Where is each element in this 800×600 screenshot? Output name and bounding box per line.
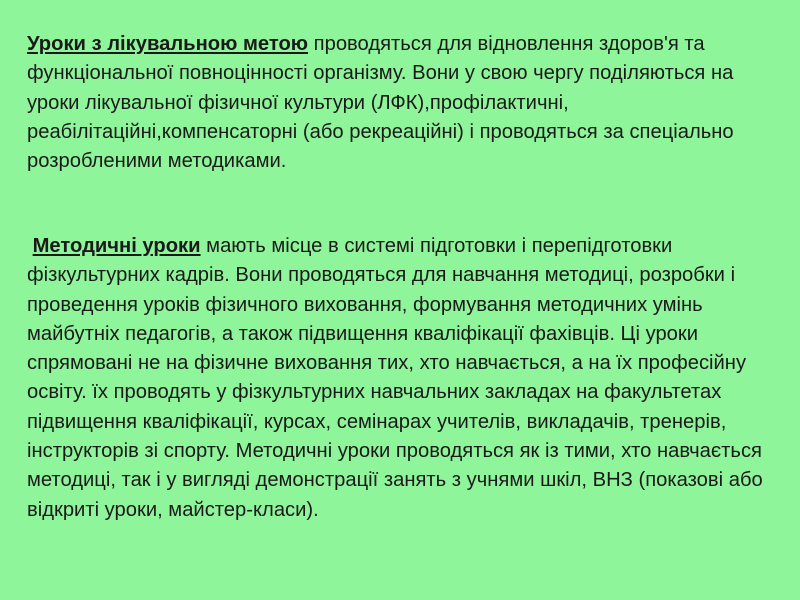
paragraph-therapeutic-lessons [27,30,789,176]
term-methodical-lessons: Методичні уроки [32,235,201,257]
paragraph-methodical-lessons-text: мають місце в системі підготовки і перепідготовки фізкультурних кадрів. Вони проводяться для навчання методиці, розробки і проведення уроків фізичного виховання, формування методичних умінь майбутніх педагогів, а також підвищення кваліфікації фахівців. Ці уроки спрямовані не на фізичне виховання тих, хто навчається, а на їх професійну освіту. їх проводять у фізкультурних навчальних закладах на факультетах підвищення кваліфікації, курсах, семінарах учителів, викладачів, тренерів, інструкторів зі спорту. Методичні уроки проводяться як із тими, хто навчається методиці, так і у вигляді демонстрації занять з учнями шкіл, ВНЗ (показові або відкриті уроки, майстер-класи). [27,235,763,521]
paragraph-therapeutic-lessons-text: проводяться для відновлення здоров'я та функціональної повноцінності організму. Вони у свою чергу поділяються на уроки лікувальної фізичної культури (ЛФК),профілактичні, реабілітаційні,компенсаторні (або рекреаційні) і проводяться за спеціально розробленими методиками. [27,33,734,173]
term-therapeutic-lessons: Уроки з лікувальною метою [27,33,309,55]
paragraph-methodical-lessons [27,232,789,525]
